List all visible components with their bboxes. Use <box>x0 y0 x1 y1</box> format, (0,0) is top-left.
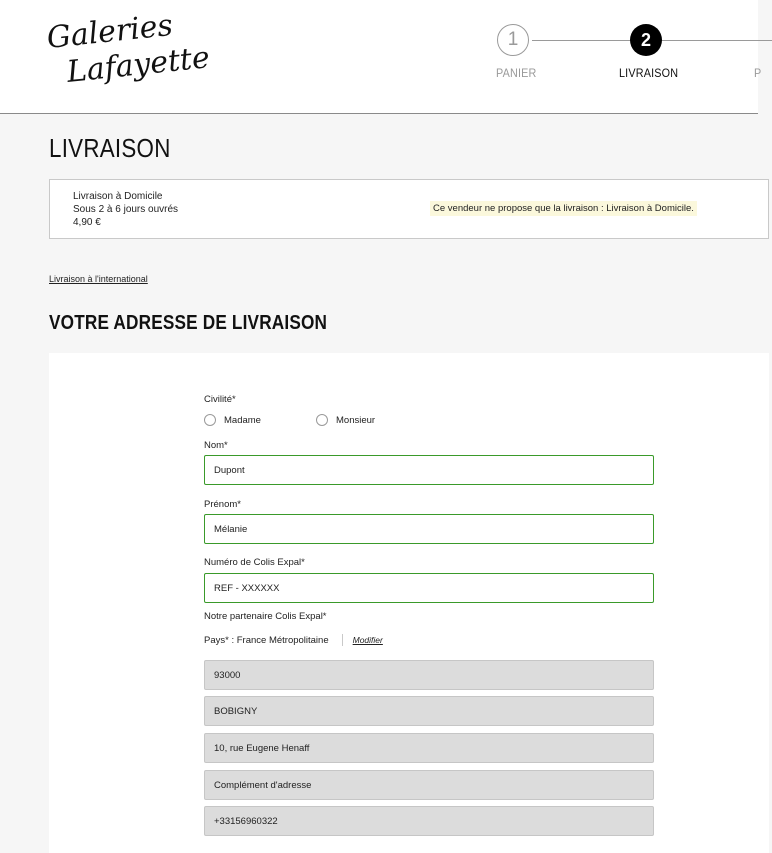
radio-circle-icon <box>316 414 328 426</box>
international-delivery-link[interactable]: Livraison à l'international <box>49 274 148 284</box>
colis-number-input[interactable]: REF - XXXXXX <box>204 573 654 603</box>
partner-label: Notre partenaire Colis Expal* <box>204 611 327 622</box>
postal-code-field[interactable]: 93000 <box>204 660 654 690</box>
header <box>0 0 762 114</box>
radio-circle-icon <box>204 414 216 426</box>
step-1-number: 1 <box>497 24 529 56</box>
civility-label: Civilité* <box>204 394 236 405</box>
street-address-field[interactable]: 10, rue Eugene Henaff <box>204 733 654 763</box>
prenom-label: Prénom* <box>204 499 241 510</box>
step-2-label: LIVRAISON <box>619 66 679 80</box>
country-text: Pays* : France Métropolitaine <box>204 634 329 646</box>
civility-madame-radio[interactable] <box>204 414 261 426</box>
modify-country-link[interactable]: Modifier <box>352 635 383 645</box>
civility-madame-label: Madame <box>224 414 261 426</box>
civility-monsieur-label: Monsieur <box>336 414 376 426</box>
address-section-title: VOTRE ADRESSE DE LIVRAISON <box>49 312 328 334</box>
step-panier[interactable] <box>496 24 537 80</box>
delivery-option-name: Livraison à Domicile <box>73 191 163 202</box>
prenom-input[interactable]: Mélanie <box>204 514 654 544</box>
brand-logo[interactable] <box>45 7 212 92</box>
country-separator <box>342 634 343 646</box>
delivery-option-delay: Sous 2 à 6 jours ouvrés <box>73 204 179 215</box>
country-line <box>204 634 383 646</box>
step-1-label: PANIER <box>496 66 537 80</box>
brand-logo-graphic <box>45 7 212 92</box>
step-3-label: P <box>754 66 762 80</box>
nom-label: Nom* <box>204 440 228 451</box>
step-2-number: 2 <box>630 24 662 56</box>
civility-monsieur-radio[interactable] <box>316 414 375 426</box>
phone-field[interactable]: +33156960322 <box>204 806 654 836</box>
address-complement-field[interactable]: Complément d'adresse <box>204 770 654 800</box>
step-livraison <box>619 24 679 80</box>
colis-number-label: Numéro de Colis Expal* <box>204 557 305 568</box>
brand-logo-line2: Lafayette <box>65 40 212 90</box>
nom-input[interactable]: Dupont <box>204 455 654 485</box>
delivery-option-box <box>49 179 769 239</box>
delivery-option-details <box>73 190 178 229</box>
page-title: LIVRAISON <box>49 133 171 163</box>
delivery-notice: Ce vendeur ne propose que la livraison : Livraison à Domicile. <box>430 201 697 216</box>
city-field[interactable]: BOBIGNY <box>204 696 654 726</box>
delivery-option-price: 4,90 € <box>73 217 101 228</box>
brand-logo-line1: Galeries <box>45 7 175 56</box>
